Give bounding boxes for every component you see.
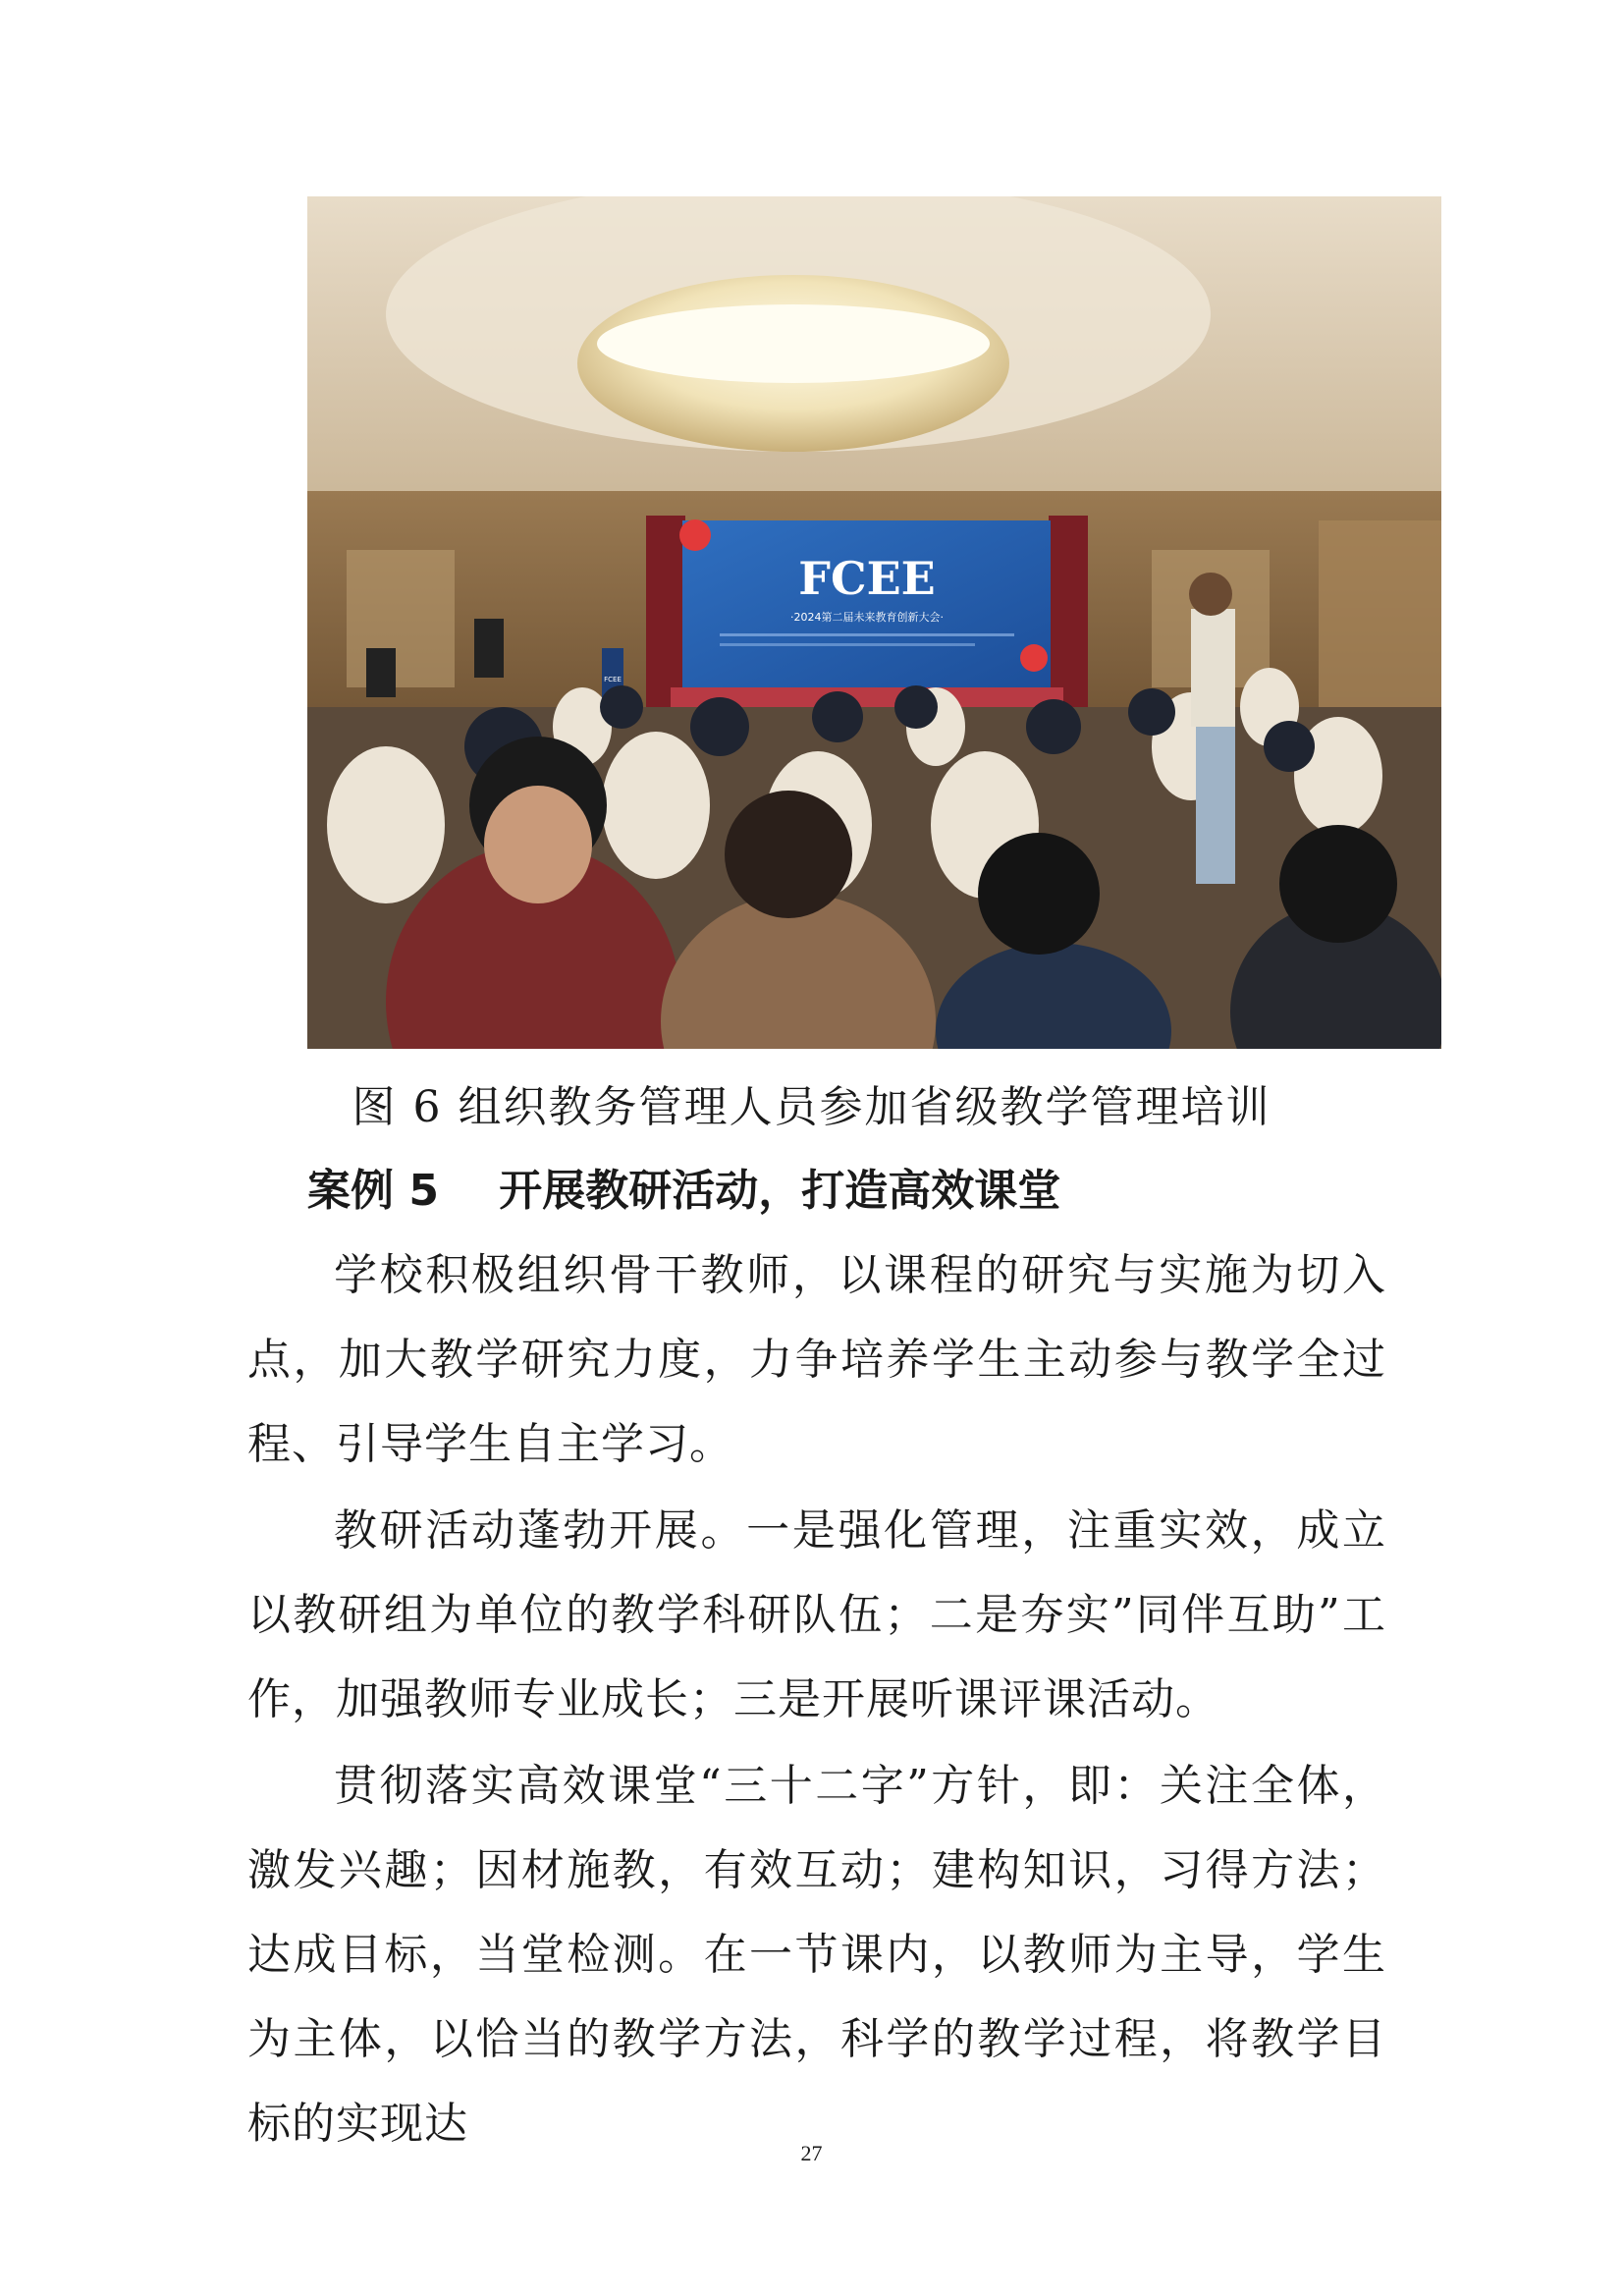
page-number: 27 [800, 2141, 823, 2165]
screen-title: FCEE [798, 552, 936, 605]
case-label: 案例 5 [307, 1166, 439, 1216]
stand-badge: FCEE [604, 676, 622, 683]
screen-subtitle: ·2024第二届未来教育创新大会· [790, 611, 944, 624]
paragraph-3: 贯彻落实高效课堂“三十二字”方针，即：关注全体，激发兴趣；因材施教，有效互动；建构知识，习得方法；达成目标，当堂检测。在一节课内，以教师为主导，学生为主体，以恰当的教学方法，科学的教学过程，将教学目标的实现达 [247, 1761, 1386, 2149]
conference-photo [307, 196, 1441, 1049]
case-title: 开展教研活动，打造高效课堂 [499, 1166, 1061, 1216]
case-heading [307, 1162, 1060, 1221]
paragraph-2: 教研活动蓬勃开展。一是强化管理，注重实效，成立以教研组为单位的教学科研队伍；二是夯实”同伴互助”工作，加强教师专业成长；三是开展听课评课活动。 [247, 1505, 1386, 1724]
paragraph-1: 学校积极组织骨干教师，以课程的研究与实施为切入点，加大教学研究力度，力争培养学生主动参与教学全过程、引导学生自主学习。 [247, 1250, 1386, 1469]
figure-caption: 图 6 组织教务管理人员参加省级教学管理培训 [352, 1082, 1271, 1132]
